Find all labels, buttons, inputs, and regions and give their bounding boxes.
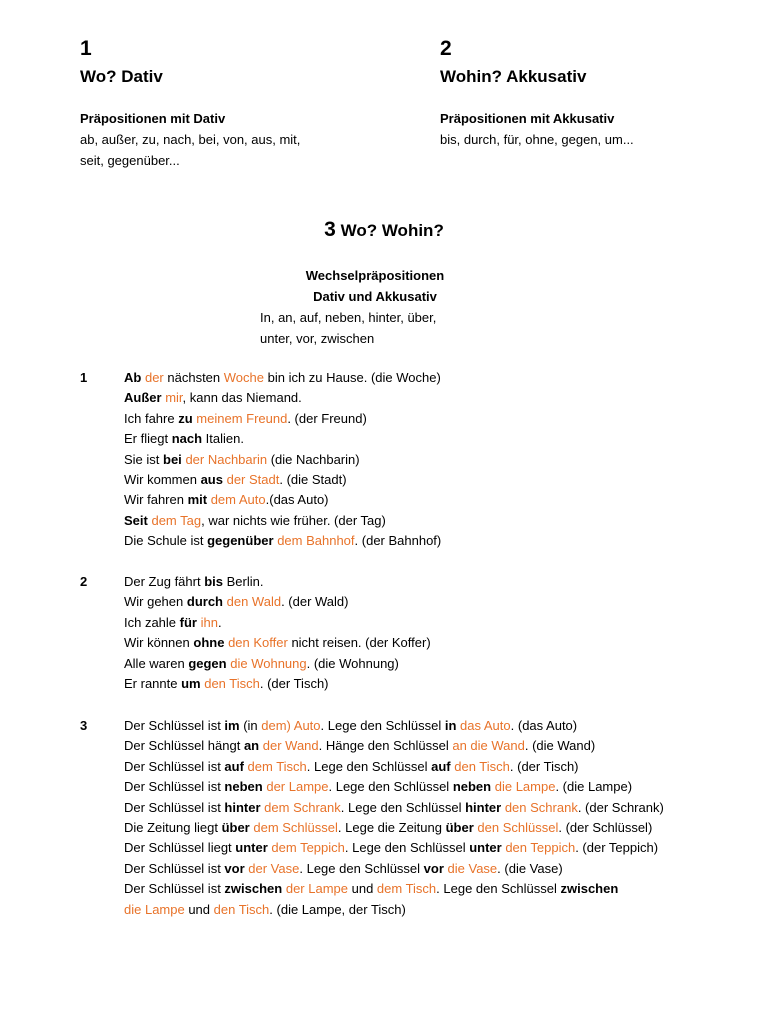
sentence-text: und: [348, 881, 377, 897]
sentence-text: Die Schule ist: [124, 533, 208, 549]
sentence-text: Wir fahren: [124, 492, 188, 508]
highlighted-phrase: Woche: [223, 370, 264, 385]
highlighted-phrase: an die Wand: [452, 738, 525, 754]
preposition: neben: [452, 779, 492, 795]
sentence-text: . (der Wald): [281, 594, 349, 610]
example-sentence: [124, 818, 724, 838]
preposition: für: [179, 614, 197, 630]
highlighted-phrase: das Auto: [460, 718, 511, 733]
sentence-text: Sie ist: [124, 451, 164, 467]
wechsel-subheading-line: Dativ und Akkusativ: [313, 289, 437, 304]
sentence-text: , war nichts wie früher. (der Tag): [201, 512, 386, 528]
preposition: durch: [186, 594, 223, 610]
preposition: mit: [187, 492, 208, 508]
highlighted-phrase: die Lampe: [494, 779, 556, 795]
highlighted-phrase: den Teppich: [505, 840, 576, 856]
sentence-text: Wir gehen: [124, 594, 187, 610]
preposition: auf: [431, 758, 451, 774]
sentence-text: und: [184, 901, 214, 917]
dativ-column: [80, 37, 340, 171]
sentence-text: Der Schlüssel hängt: [124, 738, 244, 754]
sentence-text: . (der Freund): [287, 410, 367, 426]
highlighted-phrase: mir: [165, 390, 183, 406]
preposition: vor: [224, 860, 245, 876]
example-lines: [124, 716, 724, 920]
preposition: nach: [171, 431, 203, 447]
wechsel-subheading-line: Wechselpräpositionen: [305, 268, 445, 283]
sentence-text: . Lege den Schlüssel: [328, 779, 453, 795]
example-sentence: [124, 388, 724, 408]
preposition: hinter: [465, 799, 502, 815]
preposition-list-line: bis, durch, für, ohne, gegen, um...: [440, 132, 634, 147]
highlighted-phrase: dem) Auto: [261, 718, 321, 733]
preposition-list-line: seit, gegenüber...: [80, 153, 180, 168]
preposition: ohne: [193, 635, 225, 651]
example-sentence: [124, 900, 724, 920]
sentence-text: Wir kommen: [124, 472, 201, 488]
sentence-text: , kann das Niemand.: [182, 390, 302, 406]
sentence-text: Der Zug fährt: [124, 574, 205, 589]
preposition: Außer: [124, 390, 162, 406]
example-sentence: [124, 368, 724, 388]
akkusativ-column: [440, 37, 720, 150]
section-heading: Wohin? Akkusativ: [440, 67, 587, 86]
sentence-text: Der Schlüssel liegt: [124, 840, 236, 856]
sentence-text: Berlin.: [223, 574, 264, 589]
example-sentence: [124, 798, 724, 818]
preposition: an: [243, 738, 260, 754]
sentence-text: . Lege den Schlüssel: [344, 840, 470, 856]
sentence-text: . (der Teppich): [575, 840, 659, 856]
highlighted-phrase: den Tisch: [204, 676, 260, 692]
preposition: unter: [235, 840, 268, 856]
example-sentence: [124, 470, 724, 490]
example-sentence: [124, 736, 724, 756]
preposition-list-line: In, an, auf, neben, hinter, über,: [260, 310, 437, 325]
highlighted-phrase: der Nachbarin: [185, 451, 268, 467]
example-sentence: [124, 450, 724, 470]
example-sentence: [124, 572, 724, 592]
section-number: 2: [440, 37, 452, 60]
highlighted-phrase: den Schrank: [504, 799, 578, 815]
preposition: unter: [469, 840, 502, 856]
preposition: gegen: [188, 655, 227, 671]
sentence-text: Der Schlüssel ist: [124, 779, 225, 795]
sentence-text: Ich fahre: [124, 410, 179, 426]
preposition: vor: [423, 860, 444, 876]
highlighted-phrase: meinem Freund: [196, 410, 288, 426]
group-number: 3: [80, 718, 88, 733]
sentence-text: . (die Wand): [524, 738, 596, 754]
sentence-text: . (der Tisch): [259, 676, 329, 692]
sentence-text: . (der Schlüssel): [558, 820, 653, 836]
example-sentence: [124, 879, 724, 899]
section-number: 3: [324, 218, 336, 241]
preposition: über: [221, 820, 250, 836]
example-sentence: [124, 674, 724, 694]
sentence-text: . Lege den Schlüssel: [340, 799, 466, 815]
sentence-text: Der Schlüssel ist: [124, 860, 225, 876]
sentence-text: . Lege den Schlüssel: [299, 860, 424, 876]
sentence-text: . (die Stadt): [279, 472, 347, 488]
highlighted-phrase: die Lampe: [124, 901, 185, 917]
sentence-text: Wir können: [124, 635, 194, 651]
preposition-list-line: unter, vor, zwischen: [260, 331, 375, 346]
wechsel-preposition-list: [260, 307, 470, 349]
example-sentence: [124, 654, 724, 674]
sentence-text: Er rannte: [124, 676, 182, 692]
sentence-text: . Lege den Schlüssel: [320, 718, 445, 733]
section-heading: Wo? Wohin?: [340, 221, 444, 240]
highlighted-phrase: der Lampe: [266, 779, 329, 795]
sentence-text: bin ich zu Hause. (die Woche): [264, 370, 441, 385]
sentence-text: (in: [239, 718, 262, 733]
preposition: aus: [200, 472, 223, 488]
preposition: neben: [224, 779, 263, 795]
highlighted-phrase: ihn: [200, 614, 218, 630]
example-sentence: [124, 859, 724, 879]
sentence-text: . (die Lampe): [555, 779, 633, 795]
sentence-text: . (die Vase): [497, 860, 563, 876]
sentence-text: . Lege den Schlüssel: [436, 881, 561, 897]
sentence-text: .: [217, 614, 222, 630]
highlighted-phrase: den Koffer: [228, 635, 288, 651]
example-lines: [124, 572, 724, 694]
preposition: hinter: [224, 799, 261, 815]
sentence-text: nicht reisen. (der Koffer): [287, 635, 431, 651]
sentence-text: . (der Schrank): [577, 799, 664, 815]
sentence-text: . Hänge den Schlüssel: [318, 738, 453, 754]
sentence-text: Ich zahle: [124, 614, 180, 630]
preposition: zu: [178, 410, 193, 426]
sentence-text: . (die Wohnung): [306, 655, 399, 671]
highlighted-phrase: dem Bahnhof: [277, 533, 355, 549]
highlighted-phrase: dem Teppich: [271, 840, 345, 856]
sentence-text: . Lege die Zeitung: [337, 820, 446, 836]
sentence-text: Italien.: [202, 431, 244, 447]
wechsel-subheading: [280, 265, 470, 307]
sentence-text: Der Schlüssel ist: [124, 758, 225, 774]
example-sentence: [124, 757, 724, 777]
highlighted-phrase: dem Tisch: [247, 758, 307, 774]
preposition: um: [181, 676, 201, 692]
highlighted-phrase: dem Tag: [151, 512, 202, 528]
sentence-text: . (der Tisch): [509, 758, 579, 774]
example-sentence: [124, 490, 724, 510]
preposition-list-line: ab, außer, zu, nach, bei, von, aus, mit,: [80, 132, 301, 147]
preposition: bei: [163, 451, 182, 467]
example-lines: [124, 368, 724, 552]
example-sentence: [124, 716, 724, 736]
sentence-text: nächsten: [163, 370, 224, 385]
group-number: 2: [80, 574, 88, 589]
highlighted-phrase: die Wohnung: [230, 655, 307, 671]
group-number: 1: [80, 370, 88, 385]
preposition: zwischen: [560, 881, 619, 897]
preposition: in: [444, 718, 457, 733]
highlighted-phrase: dem Tisch: [376, 881, 437, 897]
highlighted-phrase: den Wald: [226, 594, 282, 610]
section-heading: Wo? Dativ: [80, 67, 163, 86]
example-sentence: [124, 531, 724, 551]
preposition: gegenüber: [207, 533, 274, 549]
example-sentence: [124, 633, 724, 653]
sentence-text: . (die Lampe, der Tisch): [269, 901, 406, 917]
sentence-text: . (das Auto): [510, 718, 578, 733]
sentence-text: . Lege den Schlüssel: [306, 758, 432, 774]
section-3-title: [0, 214, 768, 247]
sentence-text: (die Nachbarin): [267, 451, 360, 467]
sentence-text: Der Schlüssel ist: [124, 881, 225, 897]
highlighted-phrase: die Vase: [447, 860, 498, 876]
highlighted-phrase: dem Schlüssel: [253, 820, 338, 836]
preposition: auf: [224, 758, 244, 774]
preposition: zwischen: [224, 881, 283, 897]
preposition: bis: [204, 574, 223, 589]
highlighted-phrase: der: [144, 370, 164, 385]
example-sentence: [124, 429, 724, 449]
sentence-text: Alle waren: [124, 655, 189, 671]
sentence-text: Der Schlüssel ist: [124, 718, 225, 733]
sentence-text: . (der Bahnhof): [354, 533, 442, 549]
preposition: über: [445, 820, 474, 836]
section-number: 1: [80, 37, 92, 60]
highlighted-phrase: der Wand: [262, 738, 319, 754]
highlighted-phrase: dem Schrank: [264, 799, 341, 815]
example-sentence: [124, 592, 724, 612]
example-sentence: [124, 511, 724, 531]
highlighted-phrase: den Tisch: [454, 758, 510, 774]
highlighted-phrase: der Vase: [248, 860, 300, 876]
sentence-text: Die Zeitung liegt: [124, 820, 222, 836]
example-sentence: [124, 613, 724, 633]
sentence-text: .(das Auto): [265, 492, 329, 508]
sentence-text: Der Schlüssel ist: [124, 799, 225, 815]
sentence-text: Er fliegt: [124, 431, 172, 447]
preposition: im: [224, 718, 240, 733]
example-sentence: [124, 838, 724, 858]
preposition: Ab: [124, 370, 142, 385]
example-sentence: [124, 777, 724, 797]
section-subheading: Präpositionen mit Dativ: [80, 111, 226, 126]
highlighted-phrase: der Stadt: [226, 472, 280, 488]
highlighted-phrase: der Lampe: [285, 881, 348, 897]
preposition: Seit: [124, 512, 148, 528]
section-subheading: Präpositionen mit Akkusativ: [440, 111, 615, 126]
example-sentence: [124, 409, 724, 429]
highlighted-phrase: den Schlüssel: [477, 820, 559, 836]
highlighted-phrase: den Tisch: [213, 901, 270, 917]
highlighted-phrase: dem Auto: [210, 492, 266, 508]
